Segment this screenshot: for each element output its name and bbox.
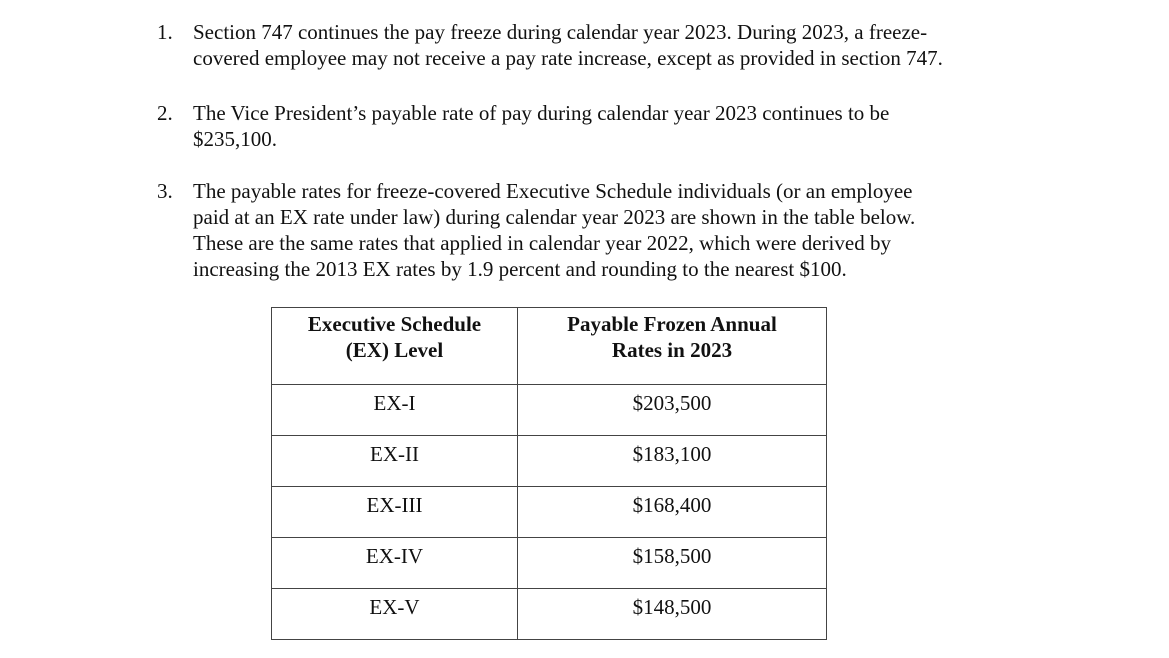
table-row bbox=[272, 487, 827, 538]
list-item-number: 1. bbox=[157, 20, 173, 44]
ex-rates-table bbox=[271, 307, 827, 640]
text-line: The Vice President’s payable rate of pay during calendar year 2023 continues to be bbox=[193, 101, 890, 125]
header-payable-rate: Payable Frozen Annual Rates in 2023 bbox=[518, 308, 827, 385]
ex-level-cell: EX-V bbox=[272, 589, 518, 640]
rate-cell: $203,500 bbox=[518, 385, 827, 436]
rate-cell: $148,500 bbox=[518, 589, 827, 640]
list-item-number: 2. bbox=[157, 101, 173, 125]
list-item-number: 3. bbox=[157, 179, 173, 203]
list-item-text bbox=[193, 178, 1053, 282]
list-item-text bbox=[193, 19, 1053, 71]
ex-level-cell: EX-II bbox=[272, 436, 518, 487]
text-line: Section 747 continues the pay freeze during calendar year 2023. During 2023, a freeze- bbox=[193, 20, 928, 44]
ex-level-cell: EX-III bbox=[272, 487, 518, 538]
rate-cell: $183,100 bbox=[518, 436, 827, 487]
header-ex-level: Executive Schedule (EX) Level bbox=[272, 308, 518, 385]
text-line: increasing the 2013 EX rates by 1.9 percent and rounding to the nearest $100. bbox=[193, 257, 847, 281]
text-line: covered employee may not receive a pay rate increase, except as provided in section 747. bbox=[193, 46, 943, 70]
ex-level-cell: EX-I bbox=[272, 385, 518, 436]
table-row bbox=[272, 538, 827, 589]
list-item-text bbox=[193, 100, 1053, 152]
text-line: These are the same rates that applied in calendar year 2022, which were derived by bbox=[193, 231, 891, 255]
rate-cell: $168,400 bbox=[518, 487, 827, 538]
table-row bbox=[272, 589, 827, 640]
text-line: $235,100. bbox=[193, 127, 277, 151]
ex-level-cell: EX-IV bbox=[272, 538, 518, 589]
rate-cell: $158,500 bbox=[518, 538, 827, 589]
text-line: The payable rates for freeze-covered Executive Schedule individuals (or an employee bbox=[193, 179, 913, 203]
table-header-row bbox=[272, 308, 827, 385]
table-row bbox=[272, 436, 827, 487]
table-row bbox=[272, 385, 827, 436]
text-line: paid at an EX rate under law) during calendar year 2023 are shown in the table below. bbox=[193, 205, 916, 229]
